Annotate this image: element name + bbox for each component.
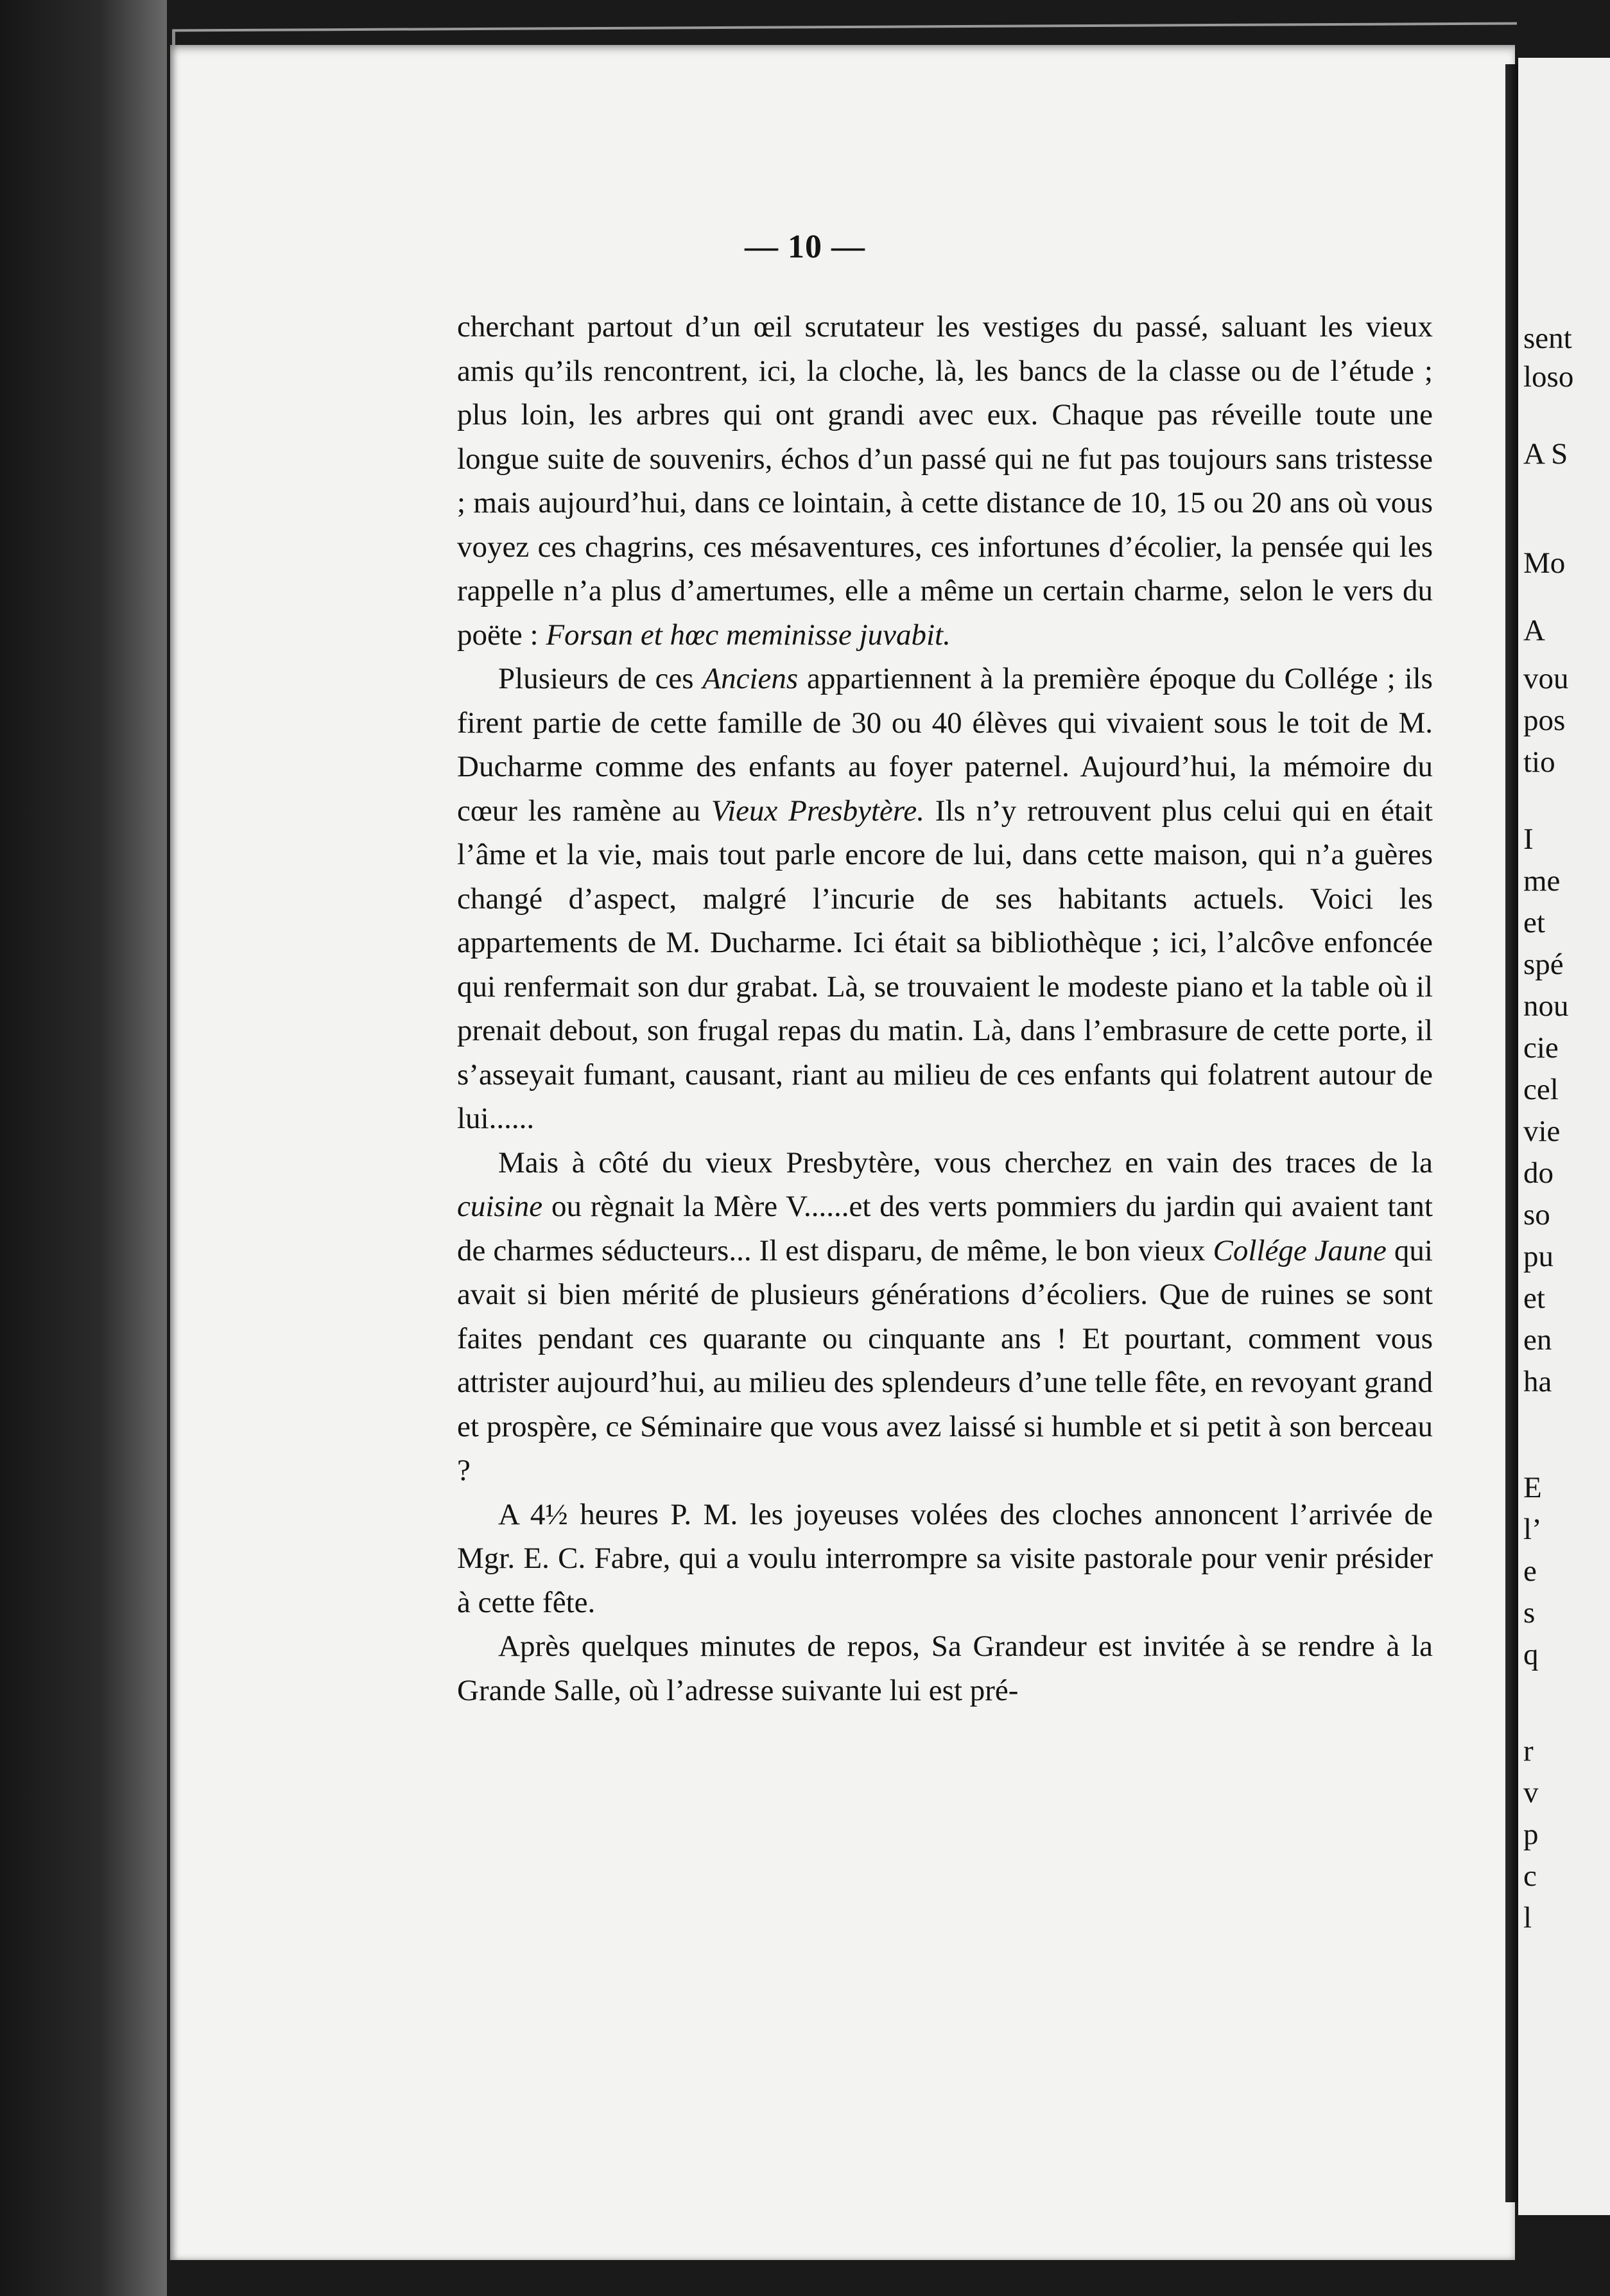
paragraph-p3 bbox=[457, 1141, 1433, 1493]
facing-page-fragment: s bbox=[1523, 1596, 1536, 1630]
text-run: Ils n’y retrouvent plus celui qui en était l’âme et la vie, mais tout parle encore de lui, dans cette maison, qui n’a guères changé d’aspect, malgré l’incurie de ses habitants actuels. Voici les appartements de M. Ducharme. Ici était sa bibliothèque ; ici, l’alcôve enfoncée qui renfermait son dur grabat. Là, se trouvaient le modeste piano et la table où il prenait debout, son frugal repas du matin. Là, dans l’embrasure de cette porte, il s’asseyait fumant, causant, riant au milieu de ces enfants qui folatrent autour de lui...... bbox=[457, 794, 1433, 1135]
facing-page-fragment: r bbox=[1523, 1734, 1534, 1768]
facing-page-fragment: do bbox=[1523, 1156, 1554, 1190]
facing-page-fragment: c bbox=[1523, 1859, 1537, 1893]
facing-page-fragment: q bbox=[1523, 1638, 1539, 1671]
italic-phrase: Vieux Presbytère. bbox=[711, 794, 925, 828]
facing-page-fragment: v bbox=[1523, 1776, 1539, 1809]
scan-background-left bbox=[0, 0, 167, 2296]
facing-page-fragment: l bbox=[1523, 1901, 1532, 1935]
facing-page-fragment: cel bbox=[1523, 1073, 1559, 1106]
facing-page-fragment: E bbox=[1523, 1471, 1542, 1504]
paragraph-p4 bbox=[457, 1493, 1433, 1625]
italic-phrase: Anciens bbox=[702, 662, 799, 695]
facing-page-fragment: l’ bbox=[1523, 1513, 1542, 1546]
book-gutter bbox=[1505, 64, 1518, 2202]
facing-page-fragment: pos bbox=[1523, 704, 1566, 737]
text-run: appartiennent à la première époque du Collége ; ils firent partie de cette famille de 30 ou 40 élèves qui vivaient sous le toit de M. Ducharme comme des enfants au foyer paternel. Aujourd’hui, la mémoire du cœur les ramène au bbox=[457, 662, 1433, 828]
facing-page-fragment: pu bbox=[1523, 1240, 1554, 1273]
facing-page-fragment: me bbox=[1523, 864, 1561, 898]
paragraph-p2 bbox=[457, 657, 1433, 1141]
italic-phrase: cuisine bbox=[457, 1190, 543, 1223]
facing-page-fragment: vou bbox=[1523, 662, 1569, 695]
text-run: Après quelques minutes de repos, Sa Grandeur est invitée à se rendre à la Grande Salle, où l’adresse suivante lui est pré- bbox=[457, 1630, 1433, 1707]
facing-page-fragment: tio bbox=[1523, 745, 1555, 779]
text-run: Mais à côté du vieux Presbytère, vous cherchez en vain des traces de la bbox=[498, 1145, 1433, 1179]
facing-page-fragment: ha bbox=[1523, 1365, 1552, 1398]
facing-page-fragment: en bbox=[1523, 1323, 1552, 1357]
facing-page-fragment: nou bbox=[1523, 989, 1569, 1023]
italic-phrase: Collége Jaune bbox=[1213, 1233, 1387, 1267]
facing-page-fragment: et bbox=[1523, 1282, 1545, 1315]
page-body-text bbox=[457, 305, 1433, 1712]
facing-page-fragment: Mo bbox=[1523, 546, 1566, 580]
facing-page-fragment: sent bbox=[1523, 322, 1572, 355]
facing-page-fragment: cie bbox=[1523, 1031, 1559, 1065]
paragraph-p5 bbox=[457, 1624, 1433, 1712]
facing-page-fragment: et bbox=[1523, 906, 1545, 939]
facing-page-fragment: A bbox=[1523, 614, 1545, 647]
facing-page-fragment: so bbox=[1523, 1198, 1550, 1231]
text-run: A 4½ heures P. M. les joyeuses volées des cloches annoncent l’arrivée de Mgr. E. C. Fabre, qui a voulu interrompre sa visite pastorale pour venir présider à cette fête. bbox=[457, 1497, 1433, 1619]
facing-page-fragment: I bbox=[1523, 822, 1534, 856]
facing-page-fragment: e bbox=[1523, 1554, 1537, 1588]
facing-page-fragment: spé bbox=[1523, 948, 1564, 981]
facing-page-fragment: p bbox=[1523, 1818, 1539, 1851]
text-run: cherchant partout d’un œil scrutateur les vestiges du passé, saluant les vieux amis qu’ils rencontrent, ici, la cloche, là, les bancs de la classe ou de l’étude ; plus loin, les arbres qui ont grandi avec eux. Chaque pas réveille toute une longue suite de souvenirs, échos d’un passé qui ne fut pas toujours sans tristesse ; mais aujourd’hui, dans ce lointain, à cette distance de 10, 15 ou 20 ans où vous voyez ces chagrins, ces mésaventures, ces infortunes d’écolier, la pensée qui les rappelle n’a plus d’amertumes, elle a même un certain charme, selon le vers du poëte : bbox=[457, 310, 1433, 652]
italic-phrase: Forsan et hœc meminisse juvabit. bbox=[546, 618, 951, 652]
facing-page-fragment: A S bbox=[1523, 437, 1568, 471]
text-run: ou règnait la Mère V......et des verts pommiers du jardin qui avaient tant de charmes séducteurs... Il est disparu, de même, le bon vieux bbox=[457, 1190, 1433, 1267]
text-run: qui avait si bien mérité de plusieurs générations d’écoliers. Que de ruines se sont faites pendant ces quarante ou cinquante ans ! Et pourtant, comment vous attrister aujourd’hui, au milieu des splendeurs d’une telle fête, en revoyant grand et prospère, ce Séminaire que vous avez laissé si humble et si petit à son berceau ? bbox=[457, 1233, 1433, 1487]
text-run: Plusieurs de ces bbox=[498, 662, 703, 695]
facing-page-fragment: vie bbox=[1523, 1115, 1561, 1148]
paragraph-p1 bbox=[457, 305, 1433, 657]
facing-page-edge bbox=[1518, 58, 1610, 2215]
page-number: — 10 — bbox=[745, 229, 865, 265]
facing-page-fragment: loso bbox=[1523, 360, 1574, 394]
